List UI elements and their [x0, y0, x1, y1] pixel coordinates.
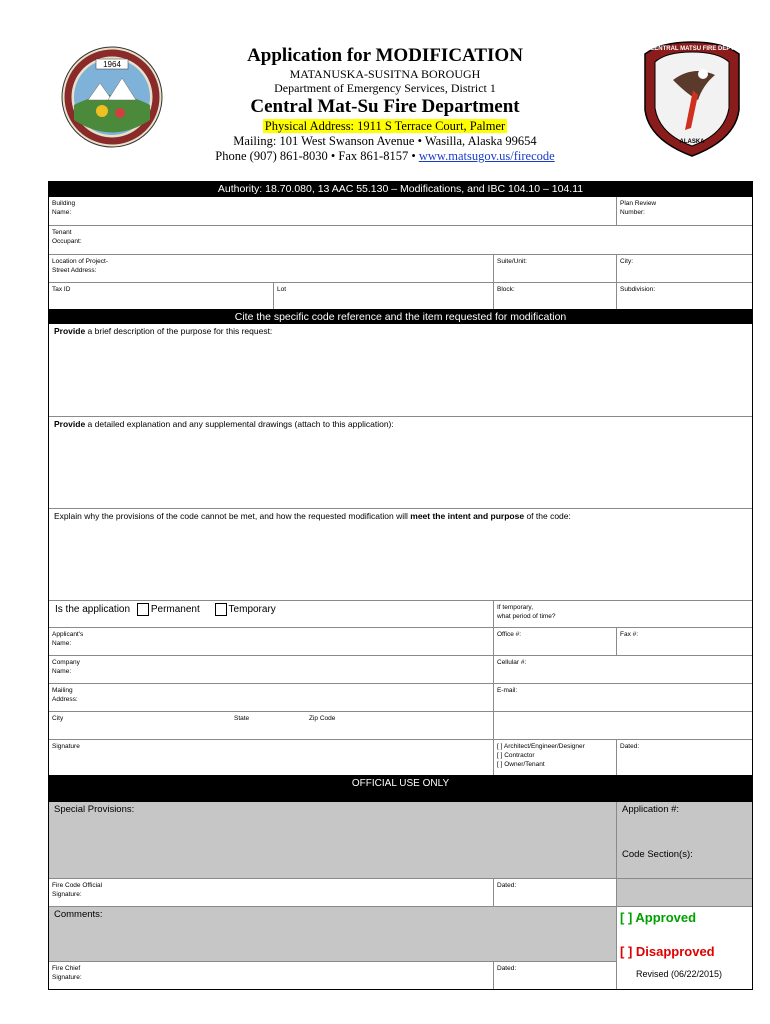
phone-fax: Phone (907) 861-8030 • Fax 861-8157 •: [215, 149, 419, 163]
email-field[interactable]: E-mail:: [493, 684, 752, 711]
city-label: City: [52, 715, 64, 722]
intent-field[interactable]: [49, 509, 752, 600]
district-name: Department of Emergency Services, District 1: [274, 81, 496, 95]
cellular-field[interactable]: Cellular #:: [493, 656, 752, 683]
city-field[interactable]: City:: [616, 255, 752, 282]
temporary-checkbox[interactable]: [215, 603, 227, 616]
is-application-label: Is the application: [55, 604, 131, 616]
badge-top-text: CENTRAL MATSU FIRE DEPT: [649, 46, 735, 52]
city-state-zip-extra[interactable]: [493, 712, 752, 739]
chief-dated-field[interactable]: Dated:: [493, 961, 616, 989]
code-sections-field[interactable]: Code Section(s):: [616, 847, 752, 878]
suite-field[interactable]: Suite/Unit:: [493, 255, 616, 282]
purpose-field[interactable]: [49, 324, 752, 416]
mailing-address: Mailing: 101 West Swanson Avenue • Wasilla, Alaska 99654: [233, 134, 537, 148]
permanent-label: Permanent: [150, 604, 200, 616]
plan-review-field[interactable]: Plan Review Number:: [616, 197, 752, 225]
explanation-field[interactable]: [49, 417, 752, 508]
explain-label-pre: Explain why the provisions of the code cannot be met, and how the requested modification will: [54, 511, 411, 521]
location-field[interactable]: Location of Project- Street Address:: [52, 258, 109, 274]
permanent-checkbox[interactable]: [137, 603, 149, 616]
special-provisions-extra[interactable]: [49, 847, 616, 878]
special-provisions-field[interactable]: Special Provisions:: [49, 802, 616, 847]
mailing-address-field[interactable]: Mailing Address:: [52, 687, 78, 703]
fire-official-signature-field[interactable]: Fire Code Official Signature:: [52, 882, 103, 898]
city-state-zip-row[interactable]: [49, 712, 493, 739]
code-sections-extra[interactable]: [616, 879, 752, 906]
disapproved-option[interactable]: [ ] Disapproved: [620, 944, 715, 959]
firecode-link[interactable]: www.matsugov.us/firecode: [418, 149, 555, 163]
header: [0, 45, 770, 164]
application-number-field[interactable]: Application #:: [616, 802, 752, 847]
provide-label-2: Provide: [54, 419, 86, 429]
application-form: [48, 181, 753, 990]
department-name: Central Mat-Su Fire Department: [250, 96, 520, 117]
tax-id-field[interactable]: Tax ID: [52, 286, 71, 293]
applicant-name-field[interactable]: Applicant's Name:: [52, 631, 84, 647]
cite-bar: Cite the specific code reference and the item requested for modification: [49, 309, 752, 324]
explain-label-post: of the code:: [524, 511, 571, 521]
seal-year: 1964: [103, 60, 121, 69]
role-checkboxes[interactable]: [ ] Architect/Engineer/Designer [ ] Contractor [ ] Owner/Tenant: [493, 740, 616, 775]
state-label: State: [234, 715, 250, 722]
disapproved-box[interactable]: [616, 944, 752, 989]
explanation-label: a detailed explanation and any supplemental drawings (attach to this application):: [85, 419, 394, 429]
explain-label-bold: meet the intent and purpose: [410, 511, 525, 521]
official-dated-field[interactable]: Dated:: [493, 879, 616, 906]
signature-field[interactable]: Signature: [52, 743, 80, 750]
subdivision-field[interactable]: Subdivision:: [616, 283, 752, 309]
borough-name: MATANUSKA-SUSITNA BOROUGH: [289, 67, 481, 81]
physical-address: Physical Address: 1911 S Terrace Court, Palmer: [264, 119, 506, 133]
temporary-period-field[interactable]: If temporary, what period of time?: [493, 601, 752, 627]
provide-label-1: Provide: [54, 326, 86, 336]
fire-chief-signature-field[interactable]: Fire Chief Signature:: [49, 961, 493, 989]
block-field[interactable]: Block:: [493, 283, 616, 309]
company-name-field[interactable]: Company Name:: [52, 659, 80, 675]
official-use-bar: OFFICIAL USE ONLY: [49, 775, 752, 802]
lot-field[interactable]: Lot: [273, 283, 493, 309]
application-type-row: [49, 601, 493, 627]
form-title: Application for MODIFICATION: [247, 45, 523, 66]
purpose-label: a brief description of the purpose for this request:: [85, 326, 273, 336]
comments-field[interactable]: Comments:: [49, 907, 616, 961]
authority-bar: Authority: 18.70.080, 13 AAC 55.130 – Modifications, and IBC 104.10 – 104.11: [49, 182, 752, 197]
fax-field[interactable]: Fax #:: [616, 628, 752, 655]
building-name-field[interactable]: Building Name:: [52, 200, 76, 216]
badge-bottom-text: ALASKA: [679, 139, 705, 145]
revised-date: Revised (06/22/2015): [636, 969, 723, 979]
zip-label: Zip Code: [309, 715, 336, 722]
temporary-label: Temporary: [228, 604, 276, 616]
approved-option[interactable]: [ ] Approved: [620, 910, 697, 925]
office-phone-field[interactable]: Office #:: [493, 628, 616, 655]
tenant-field[interactable]: Tenant Occupant:: [52, 229, 82, 245]
dated-field[interactable]: Dated:: [616, 740, 752, 775]
